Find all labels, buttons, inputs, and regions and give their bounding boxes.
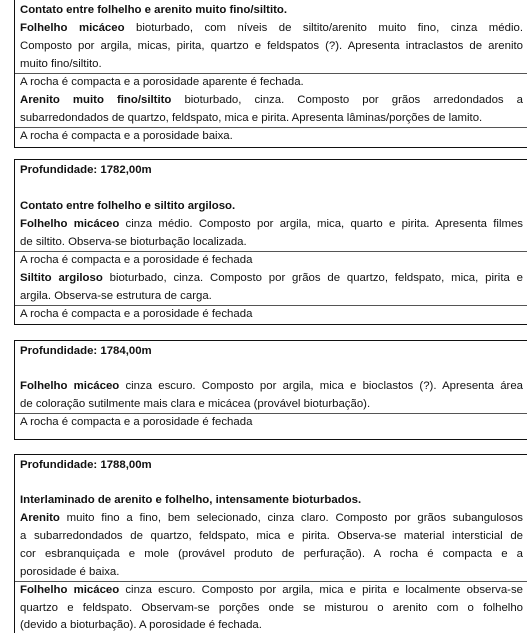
depth-label: Profundidade: 1788,00m (20, 459, 152, 471)
depth-block-1784 (14, 340, 527, 440)
rock-term: Folhelho micáceo (20, 22, 125, 34)
paragraph-line: (devido a bioturbação). A porosidade é fechada. (20, 619, 262, 631)
paragraph-line: Siltito argiloso bioturbado, cinza. Composto por grãos de quartzo, feldspato, mica, pirita e (20, 272, 523, 284)
paragraph-line: Folhelho micáceo bioturbado, com níveis de siltito/arenito muito fino, cinza médio. (20, 22, 523, 34)
rock-term: Siltito argiloso (20, 272, 103, 284)
paragraph-line: Arenito muito fino a fino, bem selecionado, cinza claro. Composto por grãos subangulosos (20, 512, 523, 524)
porosity-note: A rocha é compacta e a porosidade é fechada (20, 308, 253, 320)
rock-term: Folhelho micáceo (20, 218, 120, 230)
paragraph-line: muito fino/siltito. (20, 58, 102, 70)
porosity-note: A rocha é compacta e a porosidade aparente é fechada. (20, 76, 304, 88)
paragraph-line: cor esbranquiçada e mole (provável produto de perfuração). A rocha é compacta e a (20, 548, 523, 560)
paragraph-line: Arenito muito fino/siltito bioturbado, cinza. Composto por grãos arredondados a (20, 94, 523, 106)
paragraph-line: Folhelho micáceo cinza médio. Composto por argila, mica, quarto e pirita. Apresenta filmes (20, 218, 523, 230)
rock-term: Folhelho micáceo (20, 584, 120, 596)
depth-block-1782 (14, 159, 527, 325)
porosity-note: A rocha é compacta e a porosidade é fechada (20, 416, 253, 428)
depth-block-1788 (14, 454, 527, 633)
rock-term: Arenito muito fino/siltito (20, 94, 172, 106)
paragraph-line: de siltito. Observa-se bioturbação localizada. (20, 236, 247, 248)
porosity-note: A rocha é compacta e a porosidade é fechada (20, 254, 253, 266)
block-title: Contato entre folhelho e arenito muito fino/siltito. (20, 4, 288, 16)
block-title: Contato entre folhelho e siltito argiloso. (20, 200, 236, 212)
paragraph-line: a subarredondados de quartzo, feldspato, mica e pirita. Observa-se material intersticial de (20, 530, 523, 542)
paragraph-line: Folhelho micáceo cinza escuro. Composto por argila, mica e pirita e localmente observa-se (20, 584, 523, 596)
block-title: Interlaminado de arenito e folhelho, intensamente bioturbados. (20, 494, 362, 506)
paragraph-line: argila. Observa-se estrutura de carga. (20, 290, 212, 302)
depth-label: Profundidade: 1784,00m (20, 345, 152, 357)
paragraph-line: porosidade é baixa. (20, 566, 120, 578)
rock-term: Folhelho micáceo (20, 380, 120, 392)
paragraph-line: Folhelho micáceo cinza escuro. Composto por argila, mica e bioclastos (?). Apresenta área (20, 380, 523, 392)
paragraph-line: quartzo e feldspato. Observam-se porções onde se misturou o arenito com o folhelho (20, 602, 523, 614)
description-block-contact-shale-sandstone (14, 0, 527, 148)
depth-label: Profundidade: 1782,00m (20, 164, 152, 176)
paragraph-line: de coloração sutilmente mais clara e micácea (provável bioturbação). (20, 398, 371, 410)
paragraph-line: subarredondados de quartzo, feldspato, mica e pirita. Apresenta lâminas/porções de lamito. (20, 112, 483, 124)
paragraph-line: Composto por argila, micas, pirita, quartzo e feldspatos (?). Apresenta intraclastos de arenito (20, 40, 523, 52)
rock-term: Arenito (20, 512, 60, 524)
porosity-note: A rocha é compacta e a porosidade baixa. (20, 130, 233, 142)
